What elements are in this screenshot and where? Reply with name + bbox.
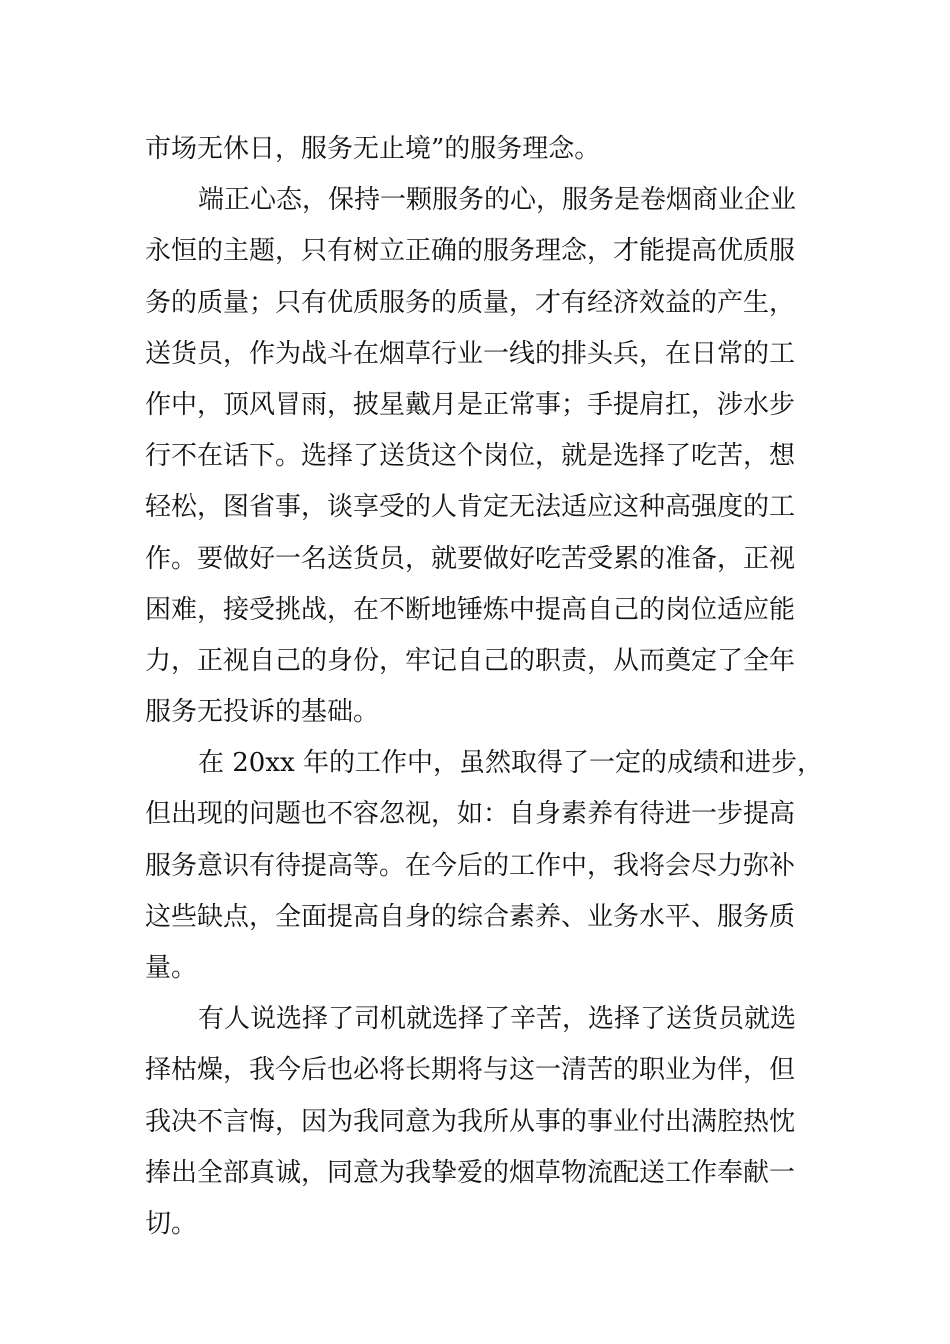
text-line: 量。 [145, 953, 198, 983]
text-line: 但出现的问题也不容忽视，如：自身素养有待进一步提高 [145, 799, 796, 830]
text-line: 这些缺点，全面提高自身的综合素养、业务水平、服务质 [145, 901, 796, 932]
text-line: 困难，接受挑战，在不断地锤炼中提高自己的岗位适应能 [145, 594, 796, 625]
text-line: 轻松，图省事，谈享受的人肯定无法适应这种高强度的工 [145, 492, 796, 523]
text-line: 切。 [145, 1208, 198, 1239]
text-line: 我决不言悔，因为我同意为我所从事的事业付出满腔热忱 [145, 1106, 796, 1137]
text-line: 永恒的主题，只有树立正确的服务理念，才能提高优质服 [145, 236, 796, 267]
document-body [145, 124, 823, 1250]
text-line: 服务无投诉的基础。 [145, 697, 380, 728]
text-line: 作。要做好一名送货员，就要做好吃苦受累的准备，正视 [145, 543, 796, 574]
text-line: 在 20xx 年的工作中，虽然取得了一定的成绩和进步， [198, 748, 823, 779]
text-line: 市场无休日，服务无止境”的服务理念。 [145, 134, 601, 164]
text-line: 端正心态，保持一颗服务的心，服务是卷烟商业企业 [198, 185, 797, 216]
text-line: 服务意识有待提高等。在今后的工作中，我将会尽力弥补 [145, 850, 796, 881]
text-line: 务的质量；只有优质服务的质量，才有经济效益的产生， [145, 287, 796, 318]
text-line: 有人说选择了司机就选择了辛苦，选择了送货员就选 [198, 1004, 797, 1035]
text-line: 作中，顶风冒雨，披星戴月是正常事；手提肩扛，涉水步 [145, 389, 796, 420]
text-line: 行不在话下。选择了送货这个岗位，就是选择了吃苦，想 [145, 441, 796, 472]
text-line: 送货员，作为战斗在烟草行业一线的排头兵，在日常的工 [145, 338, 796, 369]
text-line: 择枯燥，我今后也必将长期将与这一清苦的职业为伴，但 [145, 1055, 796, 1086]
text-line: 捧出全部真诚，同意为我挚爱的烟草物流配送工作奉献一 [145, 1157, 796, 1188]
text-line: 力，正视自己的身份，牢记自己的职责，从而奠定了全年 [145, 645, 796, 676]
